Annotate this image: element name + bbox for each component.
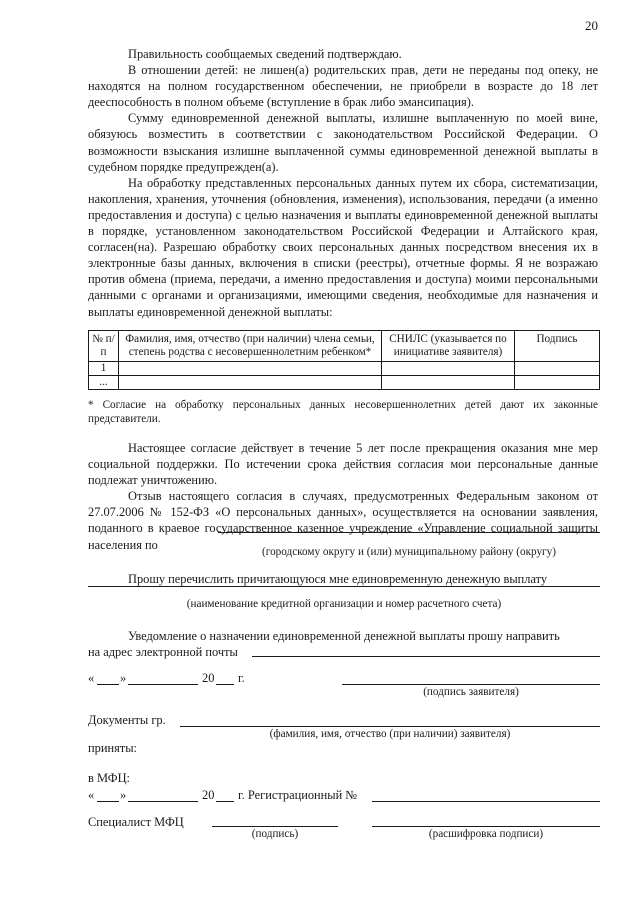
caption-decode: (расшифровка подписи)	[428, 828, 544, 840]
table-row	[89, 376, 600, 390]
email-label: на адрес электронной почты	[88, 645, 238, 660]
footnote: * Согласие на обработку персональных данных несовершеннолетних детей дают их законные представители.	[88, 399, 598, 425]
paragraph-notification: Уведомление о назначении единовременной денежной выплаты прошу направить	[128, 629, 560, 643]
registration-label: г. Регистрационный №	[238, 788, 358, 802]
date-month-field[interactable]	[128, 801, 198, 802]
table-cell-signature[interactable]	[515, 362, 600, 376]
date-close-quote: »	[120, 788, 127, 802]
caption-district: (городскому округу и (или) муниципальному району (округу)	[262, 546, 556, 558]
table-header-num: № п/п	[89, 331, 119, 362]
paragraph-validity: Настоящее согласие действует в течение 5 лет после прекращения оказания мне мер социальной поддержки. По истечении срока действия согласия мои персональные данные подлежат уничтожению.	[88, 441, 598, 488]
specialist-label: Специалист МФЦ	[88, 815, 184, 829]
paragraph-children: В отношении детей: не лишен(а) родительских прав, дети не переданы под опеку, не находятся на полном государственном обеспечении, не приобрели в возрасте до 18 лет дееспособность в полном объеме (вступление в брак либо эмансипация).	[88, 63, 598, 110]
date-year-field[interactable]	[216, 801, 234, 802]
date-close-quote: »	[120, 671, 127, 685]
paragraph-revocation: Отзыв настоящего согласия в случаях, предусмотренных Федеральным законом от 27.07.2006 № 152-ФЗ «О персональных данных», осуществляется на основании заявления, поданного в краевое государственное казенное учреждение «Управление социальной защиты населения по	[88, 489, 598, 552]
bank-field[interactable]	[88, 586, 600, 587]
table-cell-num: ...	[89, 376, 119, 390]
table-cell-signature[interactable]	[515, 376, 600, 390]
date-year-prefix: 20	[202, 788, 215, 802]
table-header-signature: Подпись	[515, 331, 600, 362]
specialist-signature-field[interactable]	[212, 826, 338, 827]
date-month-field[interactable]	[128, 684, 198, 685]
table-cell-snils[interactable]	[382, 376, 515, 390]
caption-bank: (наименование кредитной организации и номер расчетного счета)	[186, 598, 502, 610]
paragraph-confirm: Правильность сообщаемых сведений подтверждаю.	[128, 47, 402, 61]
date-day-field[interactable]	[97, 801, 119, 802]
date-open-quote: «	[88, 788, 95, 802]
table-cell-fio[interactable]	[119, 376, 382, 390]
family-members-table	[88, 330, 600, 390]
paragraph-data-processing: На обработку представленных персональных данных путем их сбора, систематизации, накопления, хранения, уточнения (обновления, изменения), использования, передачи (а именно предоставления и доступа) с целью назначения и выплаты единовременной денежной выплаты в порядке, установленном законодательством Российской Федерации и Алтайского края, согласен(на). Разрешаю обработку своих персональных данных посредством внесения их в электронные базы данных, включения в списки (реестры), отчетные формы. Я не возражаю против обмена (приема, передачи, а именно предоставления и доступа) моими персональными данными с органами и организациями, имеющими сведения, необходимые для назначения и выплаты единовременной денежной выплаты:	[88, 175, 598, 319]
date-day-field[interactable]	[97, 684, 119, 685]
page-number: 20	[585, 18, 598, 33]
table-header-snils: СНИЛС (указывается по инициативе заявителя)	[382, 331, 515, 362]
mfc-label: в МФЦ:	[88, 771, 130, 785]
date-year-field[interactable]	[216, 684, 234, 685]
applicant-signature-field[interactable]	[342, 684, 600, 685]
specialist-name-field[interactable]	[372, 826, 600, 827]
table-cell-fio[interactable]	[119, 362, 382, 376]
district-field[interactable]	[218, 532, 600, 533]
date-year-prefix: 20	[202, 671, 215, 685]
validity-block	[88, 440, 598, 553]
documents-label: Документы гр.	[88, 713, 166, 727]
consent-block	[88, 46, 598, 320]
registration-number-field[interactable]	[372, 801, 600, 802]
table-header-row	[89, 331, 600, 362]
caption-fio: (фамилия, имя, отчество (при наличии) заявителя)	[269, 728, 511, 740]
date-year-suffix: г.	[238, 671, 245, 685]
email-field[interactable]	[252, 656, 600, 657]
table-cell-snils[interactable]	[382, 362, 515, 376]
caption-applicant-signature: (подпись заявителя)	[423, 686, 519, 698]
caption-signature: (подпись)	[251, 828, 299, 840]
paragraph-refund: Сумму единовременной денежной выплаты, излишне выплаченную по моей вине, обязуюсь возместить в соответствии с законодательством Российской Федерации. О возможности взыскания излишне выплаченной суммы единовременной денежной выплаты в судебном порядке предупрежден(а).	[88, 111, 598, 174]
date-open-quote: «	[88, 671, 95, 685]
paragraph-payment-request: Прошу перечислить причитающуюся мне единовременную денежную выплату	[128, 572, 548, 586]
table-cell-num: 1	[89, 362, 119, 376]
applicant-fio-field[interactable]	[180, 726, 600, 727]
table-row	[89, 362, 600, 376]
table-header-fio: Фамилия, имя, отчество (при наличии) члена семьи, степень родства с несовершеннолетним ребенком*	[119, 331, 382, 362]
accepted-label: приняты:	[88, 741, 137, 755]
